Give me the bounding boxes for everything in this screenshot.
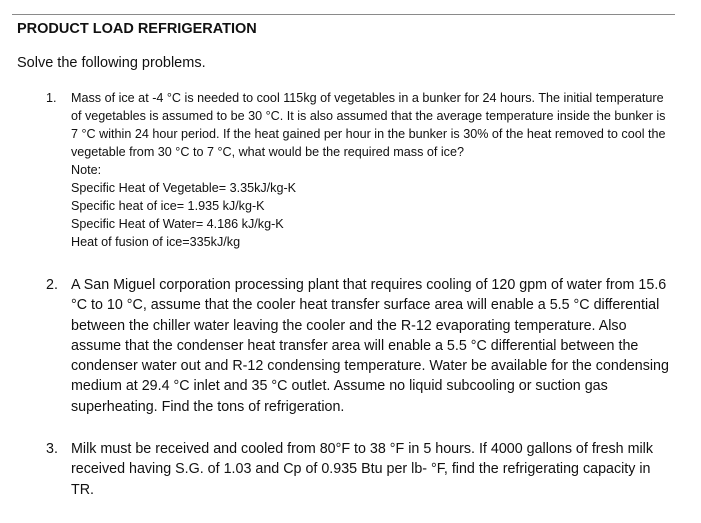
problem-1-number: 1.	[46, 91, 57, 105]
note-line: Heat of fusion of ice=335kJ/kg	[71, 235, 241, 249]
problem-1	[71, 89, 671, 251]
problem-3-number: 3.	[46, 441, 58, 457]
note-line: Specific Heat of Vegetable= 3.35kJ/kg-K	[71, 181, 297, 195]
top-divider	[12, 14, 675, 15]
problem-2-text: A San Miguel corporation processing plant that requires cooling of 120 gpm of water from 15.6 °C to 10 °C, assume that the cooler heat transfer surface area will enable a 5.5 °C differential between the chiller water leaving the cooler and the R-12 evaporating temperature. Also assume that the condenser heat transfer area will enable a 5.5 °C differential between the condenser water out and R-12 condensing temperature. Water be available for the condensing medium at 29.4 °C inlet and 35 °C outlet. Assume no liquid subcooling or suction gas superheating. Find the tons of refrigeration.	[71, 277, 669, 415]
problem-3-text: Milk must be received and cooled from 80°F to 38 °F in 5 hours. If 4000 gallons of fresh milk received having S.G. of 1.03 and Cp of 0.935 Btu per lb- °F, find the refrigerating capacity in TR.	[71, 441, 653, 498]
note-line: Specific Heat of Water= 4.186 kJ/kg-K	[71, 217, 284, 231]
problem-1-notes	[71, 161, 671, 251]
page-title: PRODUCT LOAD REFRIGERATION	[17, 21, 257, 37]
instructions: Solve the following problems.	[17, 55, 206, 71]
note-label: Note:	[71, 163, 102, 177]
problem-2-number: 2.	[46, 277, 58, 293]
note-line: Specific heat of ice= 1.935 kJ/kg-K	[71, 199, 265, 213]
problem-1-text: Mass of ice at -4 °C is needed to cool 115kg of vegetables in a bunker for 24 hours. The initial temperature of vegetables is assumed to be 30 °C. It is also assumed that the average temperature inside the bunker is 7 °C within 24 hour period. If the heat gained per hour in the bunker is 30% of the heat removed to cool the vegetable from 30 °C to 7 °C, what would be the required mass of ice?	[71, 91, 666, 159]
